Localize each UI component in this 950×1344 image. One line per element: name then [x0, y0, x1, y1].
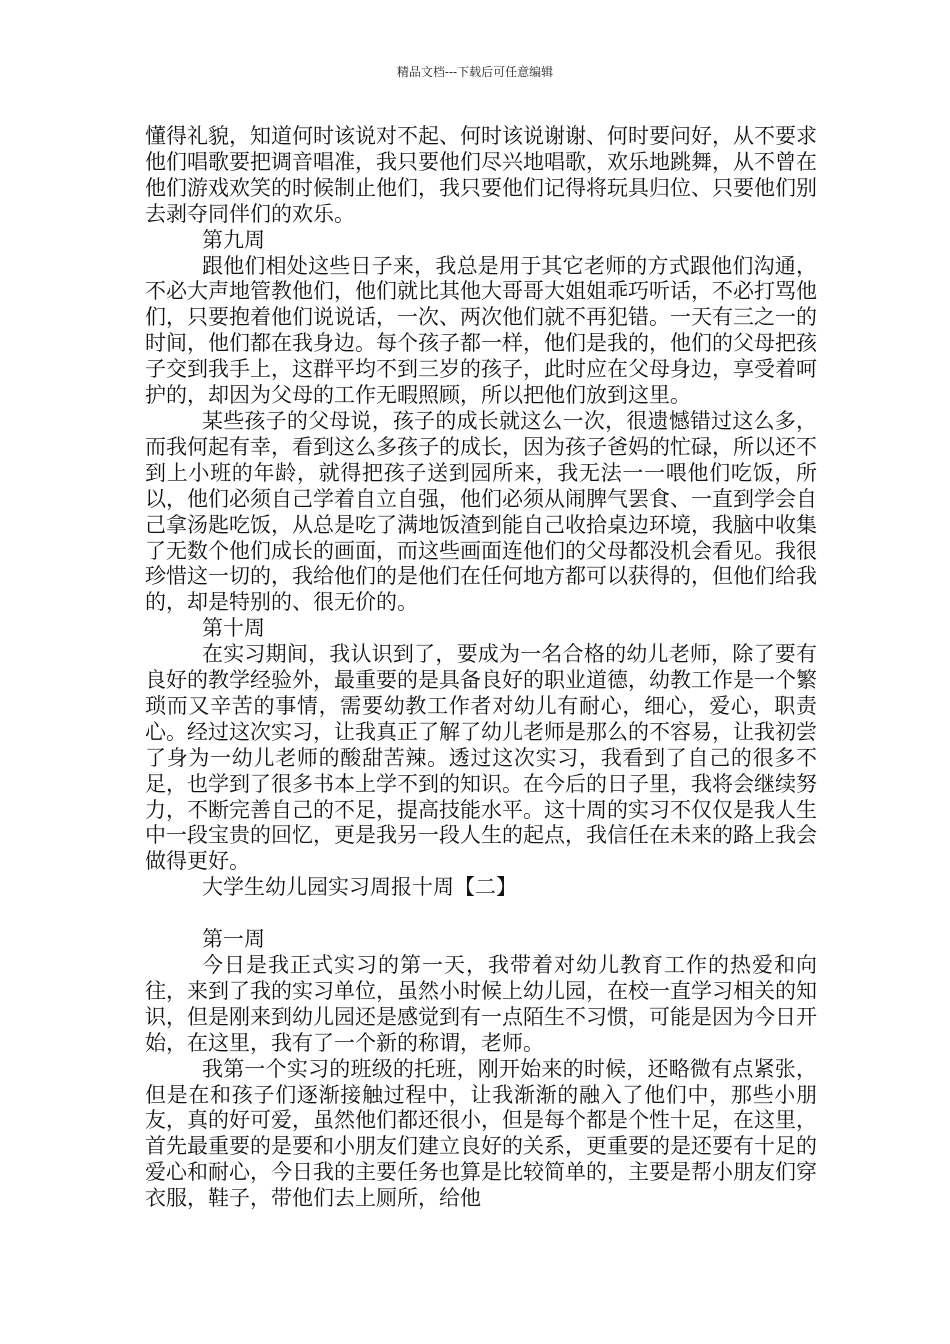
paragraph: 在实习期间，我认识到了，要成为一名合格的幼儿老师，除了要有良好的教学经验外，最重要的是具备良好的职业道德，幼教工作是一个繁琐而又辛苦的事情，需要幼教工作者对幼儿有耐心，细心，爱心，职责心。经过这次实习，让我真正了解了幼儿老师是那么的不容易，让我初尝了身为一幼儿老师的酸甜苦辣。透过这次实习，我看到了自己的很多不足，也学到了很多书本上学不到的知识。在今后的日子里，我将会继续努力，不断完善自己的不足，提高技能水平。这十周的实习不仅仅是我人生中一段宝贵的回忆，更是我另一段人生的起点，我信任在未来的路上我会做得更好。 [145, 642, 817, 874]
week-heading: 第九周 [202, 227, 265, 252]
section-heading: 大学生幼儿园实习周报十周【二】 [202, 875, 517, 900]
paragraph: 某些孩子的父母说，孩子的成长就这么一次，很遗憾错过这么多，而我何起有幸，看到这么多孩子的成长，因为孩子爸妈的忙碌，所以还不到上小班的年龄，就得把孩子送到园所来，我无法一一喂他们吃饭，所以，他们必须自己学着自立自强，他们必须从闹脾气罢食、一直到学会自己拿汤匙吃饭，从总是吃了满地饭渣到能自己收拾桌边环境，我脑中收集了无数个他们成长的画面，而这些画面连他们的父母都没机会看见。我很珍惜这一切的，我给他们的是他们在任何地方都可以获得的，但他们给我的，却是特别的、很无价的。 [145, 408, 817, 615]
paragraph: 我第一个实习的班级的托班，刚开始来的时候，还略微有点紧张，但是在和孩子们逐渐接触过程中，让我渐渐的融入了他们中，那些小朋友，真的好可爱，虽然他们都还很小，但是每个都是个性十足，在这里，首先最重要的是要和小朋友们建立良好的关系，更重要的是还要有十足的爱心和耐心，今日我的主要任务也算是比较简单的，主要是帮小朋友们穿衣服，鞋子，带他们去上厕所，给他 [145, 1056, 817, 1211]
paragraph: 懂得礼貌，知道何时该说对不起、何时该说谢谢、何时要问好，从不要求他们唱歌要把调音唱准，我只要他们尽兴地唱歌，欢乐地跳舞，从不曾在他们游戏欢笑的时候制止他们，我只要他们记得将玩具归位、只要他们别去剥夺同伴们的欢乐。 [145, 124, 817, 226]
paragraph: 跟他们相处这些日子来，我总是用于其它老师的方式跟他们沟通，不必大声地管教他们，他们就比其他大哥哥大姐姐乖巧听话，不必打骂他们，只要抱着他们说说话，一次、两次他们就不再犯错。一天有三之一的时间，他们都在我身边。每个孩子都一样，他们是我的，他们的父母把孩子交到我手上，这群平均不到三岁的孩子，此时应在父母身边，享受着呵护的，却因为父母的工作无暇照顾，所以把他们放到这里。 [145, 253, 817, 408]
page-header: 精品文档---下载后可任意编辑 [396, 65, 554, 79]
week-heading: 第十周 [202, 616, 265, 641]
blank-line [145, 901, 817, 927]
document-body [145, 124, 817, 1212]
week-heading: 第一周 [202, 927, 265, 952]
paragraph: 今日是我正式实习的第一天，我带着对幼儿教育工作的热爱和向往，来到了我的实习单位，虽然小时候上幼儿园，在校一直学习相关的知识，但是刚来到幼儿园还是感觉到有一点陌生不习惯，可能是因为今日开始，在这里，我有了一个新的称谓，老师。 [145, 952, 817, 1055]
